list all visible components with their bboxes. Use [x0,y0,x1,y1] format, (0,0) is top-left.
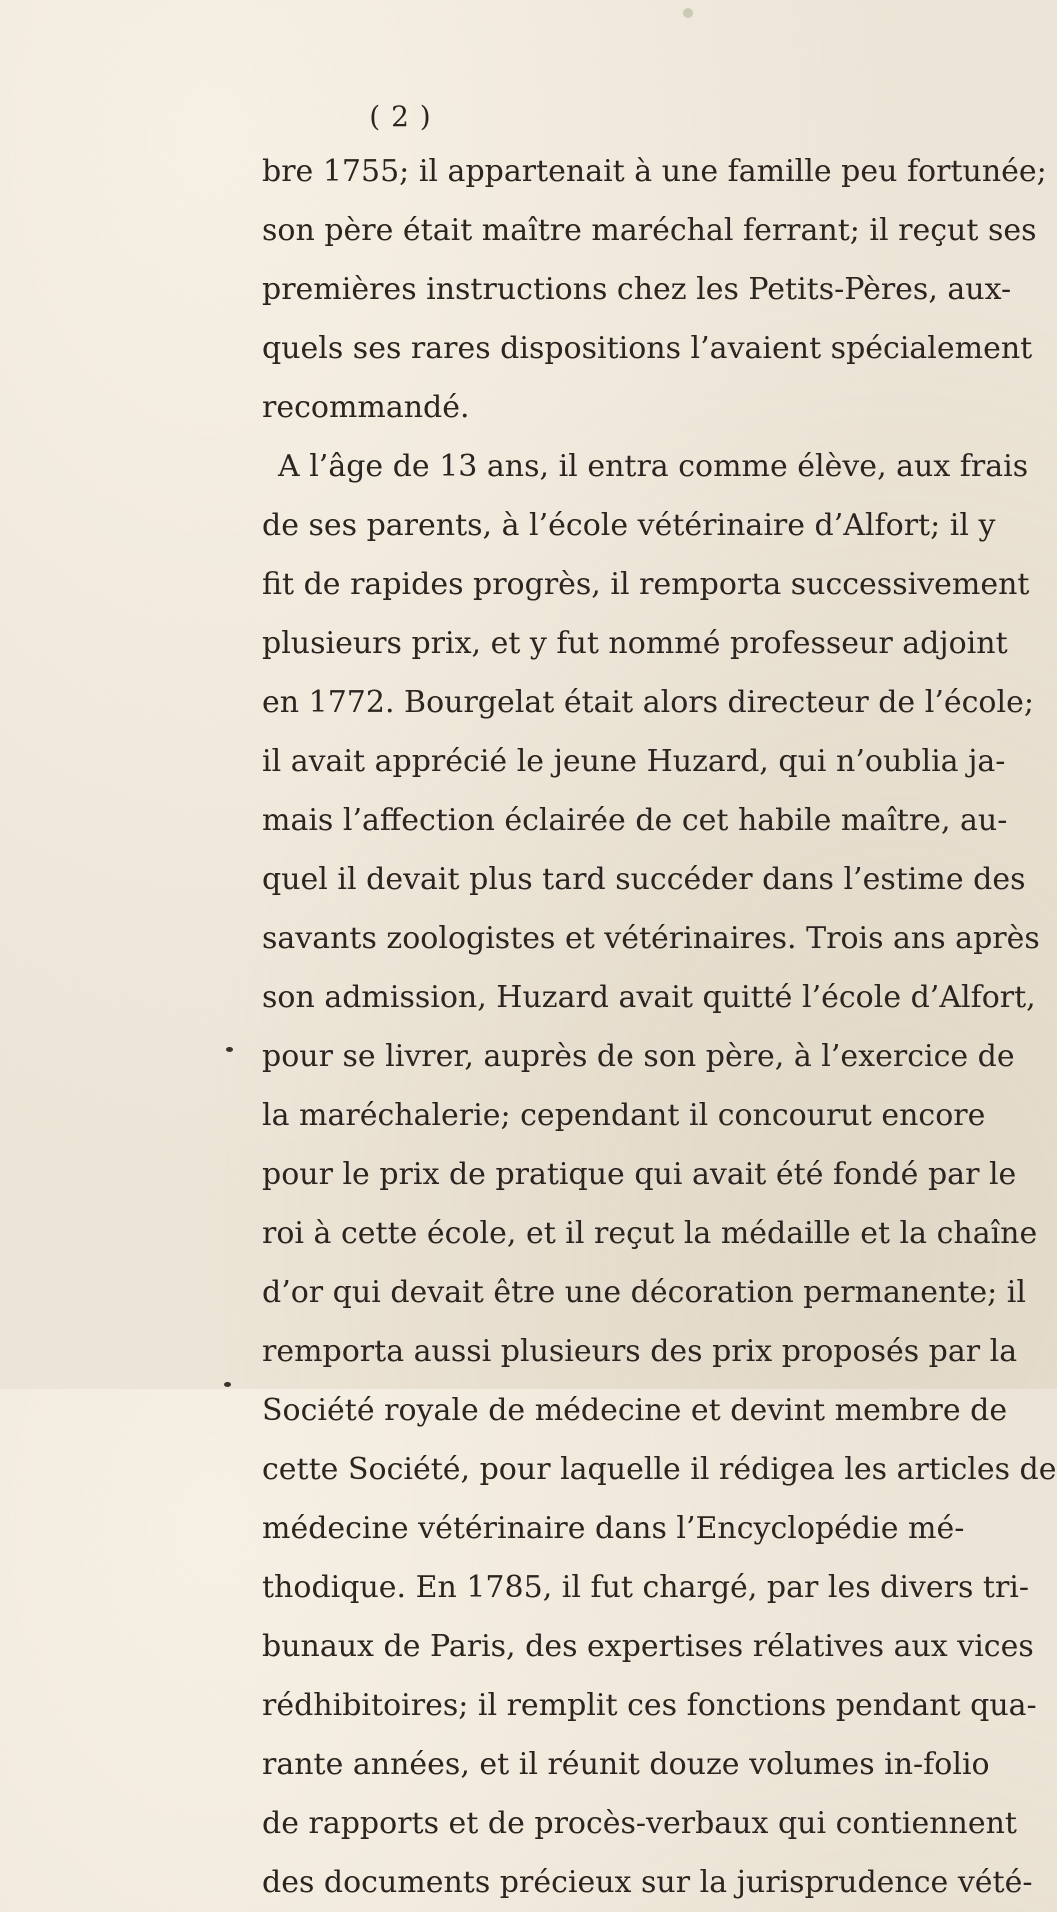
text-line: rédhibitoires; il remplit ces fonctions pendant qua- [262,1688,1037,1723]
text-line: recommandé. [262,390,470,425]
text-line: Société royale de médecine et devint membre de [262,1393,1008,1428]
paper-stain [683,8,693,18]
text-line: thodique. En 1785, il fut chargé, par les divers tri- [262,1570,1030,1605]
text-line: pour se livrer, auprès de son père, à l’exercice de [262,1039,1015,1074]
text-line: son admission, Huzard avait quitté l’école d’Alfort, [262,980,1036,1015]
text-line: de ses parents, à l’école vétérinaire d’Alfort; il y [262,508,996,543]
text-line: il avait apprécié le jeune Huzard, qui n’oublia ja- [262,744,1006,779]
text-line: pour le prix de pratique qui avait été fondé par le [262,1157,1017,1192]
margin-ink-spot [226,1047,233,1052]
text-line: quel il devait plus tard succéder dans l’estime des [262,862,1026,897]
text-line: cette Société, pour laquelle il rédigea les articles de [262,1452,1057,1487]
text-line: médecine vétérinaire dans l’Encyclopédie mé- [262,1511,965,1546]
text-line: rante années, et il réunit douze volumes in-folio [262,1747,990,1782]
text-line: son père était maître maréchal ferrant; il reçut ses [262,213,1037,248]
text-line: remporta aussi plusieurs des prix proposés par la [262,1334,1018,1369]
text-line: quels ses rares dispositions l’avaient spécialement [262,331,1033,366]
text-line: savants zoologistes et vétérinaires. Trois ans après [262,921,1040,956]
text-line: de rapports et de procès-verbaux qui contiennent [262,1806,1017,1841]
text-line: plusieurs prix, et y fut nommé professeur adjoint [262,626,1008,661]
text-line: d’or qui devait être une décoration permanente; il [262,1275,1026,1310]
text-line: en 1772. Bourgelat était alors directeur de l’école; [262,685,1034,720]
body-text [262,142,1057,1912]
text-line: premières instructions chez les Petits-Pères, aux- [262,272,1012,307]
text-line: fit de rapides progrès, il remporta successivement [262,567,1030,602]
page-number: ( 2 ) [369,100,432,133]
text-line: la maréchalerie; cependant il concourut encore [262,1098,986,1133]
text-line: des documents précieux sur la jurisprudence vété- [262,1865,1033,1900]
text-line: bre 1755; il appartenait à une famille peu fortunée; [262,154,1047,189]
text-line: A l’âge de 13 ans, il entra comme élève, aux frais [278,449,1029,484]
margin-ink-spot [224,1382,231,1387]
text-line: mais l’affection éclairée de cet habile maître, au- [262,803,1008,838]
text-line: roi à cette école, et il reçut la médaille et la chaîne [262,1216,1038,1251]
text-line: bunaux de Paris, des expertises rélatives aux vices [262,1629,1034,1664]
